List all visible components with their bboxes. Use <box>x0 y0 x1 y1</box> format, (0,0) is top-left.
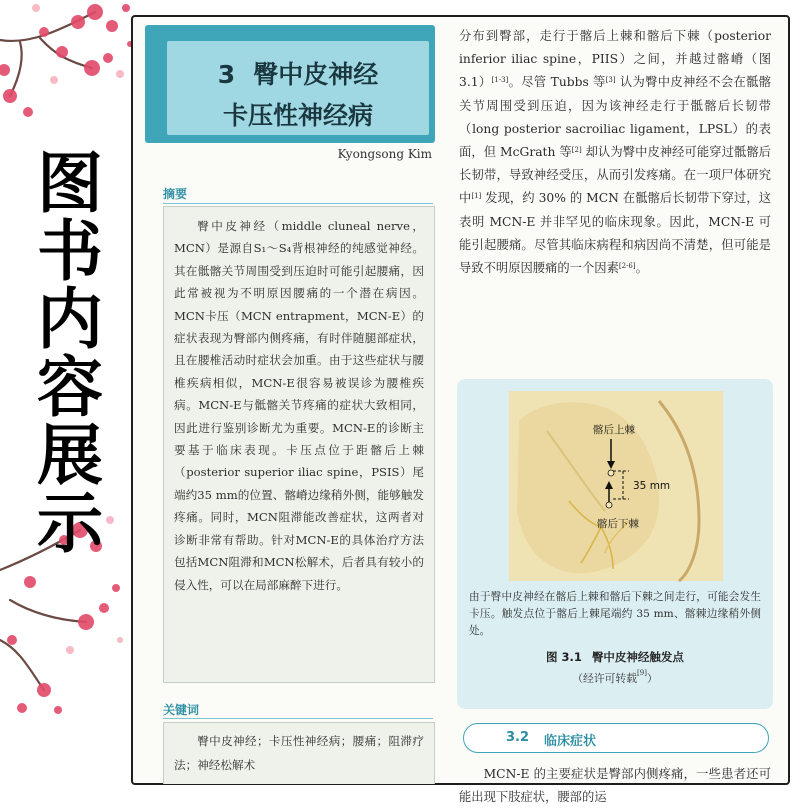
label-measure: 35 mm <box>633 480 671 492</box>
keywords-label: 关键词 <box>163 703 200 717</box>
book-page <box>131 15 790 804</box>
side-title <box>22 145 118 562</box>
citation: [2-6] <box>618 262 636 271</box>
pelvis-illustration <box>509 391 723 581</box>
chapter-title-line1: 臀中皮神经 <box>253 60 379 89</box>
right-column-text <box>459 25 771 280</box>
section-body-text: MCN-E 的主要症状是臀部内侧疼痛，一些患者还可能出现下肢症状，腰部的运 <box>459 767 771 804</box>
abstract-rule <box>163 203 433 204</box>
figure-caption: 由于臀中皮神经在髂后上棘和髂后下棘之间走行，可能会发生卡压。触发点位于髂后上棘尾端约 35 mm、髂棘边缘稍外侧处。 <box>469 591 761 637</box>
side-title-char: 展 <box>37 417 103 494</box>
author-name: Kyongsong Kim <box>337 147 432 161</box>
keywords-rule <box>163 718 433 719</box>
citation: [1] <box>471 192 482 201</box>
figure-title <box>457 649 773 665</box>
right-paragraph: 分布到臀部，走行于髂后上棘和髂后下棘（posterior inferior iliac spine，PIIS）之间，并越过髂嵴（图 3.1）[1-3]。尽管 Tubbs 等[3] 认为臀中皮神经不会在骶髂关节周围受到压迫，因为该神经走行于骶髂后长韧带（long posterior sacroiliac ligament，LPSL）的表面，但 McGrath 等[2] 却认为臀中皮神经可能穿过骶髂后长韧带，导致神经受压，从而引发疼痛。在一项尸体研究中[1] 发现，约 30% 的 MCN 在骶髂后长韧带下穿过，这表明 MCN-E 并非罕见的临床现象。因此，MCN-E 可能引起腰痛。尽管其临床病程和病因尚不清楚，但可能是导致不明原因腰痛的一个因素[2-6]。 <box>459 29 771 276</box>
abstract-box <box>163 206 435 683</box>
section-heading-3-2 <box>463 723 769 753</box>
citation: [1-3] <box>491 76 509 85</box>
label-piis: 髂后下棘 <box>597 518 639 530</box>
chapter-number: 3 <box>217 60 236 89</box>
figure-title-text: 臀中皮神经触发点 <box>591 650 684 664</box>
keywords-box <box>163 722 435 784</box>
citation: [2] <box>571 146 582 155</box>
citation: [3] <box>605 76 616 85</box>
chapter-header <box>145 25 435 143</box>
keywords-text: 臀中皮神经；卡压性神经病；腰痛；阻滞疗法；神经松解术 <box>174 734 424 772</box>
chapter-title-line2: 卡压性神经病 <box>222 101 373 130</box>
section-title: 临床症状 <box>544 734 597 749</box>
figure-source: （经许可转载[9]） <box>572 669 658 685</box>
abstract-text: 臀中皮神经（middle cluneal nerve，MCN）是源自S₁～S₄背根神经的纯感觉神经。其在骶髂关节周围受到压迫时可能引起腰痛，因此常被视为不明原因腰痛的一个潜在病因。MCN卡压（MCN entrapment，MCN-E）的症状表现为臀部内侧疼痛，有时伴随腿部症状，且在腰椎活动时症状会加重。由于这些症状与腰椎疾病相似，MCN-E很容易被误诊为腰椎疾病。MCN-E与骶髂关节疼痛的症状大致相同，因此进行鉴别诊断尤为重要。MCN-E的诊断主要基于临床表现。卡压点位于距髂后上棘（posterior superior iliac spine，PSIS）尾端约35 mm的位置、髂嵴边缘稍外侧，能够触发疼痛。同时，MCN阻滞能改善症状，这两者对诊断非常有帮助。针对MCN-E的具体治疗方法包括MCN阻滞和MCN松解术，后者具有较小的侵入性，可以在局部麻醉下进行。 <box>174 219 424 592</box>
side-title-char: 书 <box>37 213 103 290</box>
citation: [9] <box>637 669 647 677</box>
side-title-char: 示 <box>37 485 103 562</box>
side-title-char: 容 <box>37 349 103 426</box>
figure-number: 图 3.1 <box>546 650 582 664</box>
section-number: 3.2 <box>506 730 530 745</box>
label-psis: 髂后上棘 <box>593 424 635 436</box>
side-title-char: 图 <box>37 145 103 222</box>
side-title-char: 内 <box>37 281 103 358</box>
chapter-header-inner <box>167 41 429 135</box>
figure-3-1 <box>457 379 773 709</box>
abstract-label: 摘要 <box>163 187 188 201</box>
